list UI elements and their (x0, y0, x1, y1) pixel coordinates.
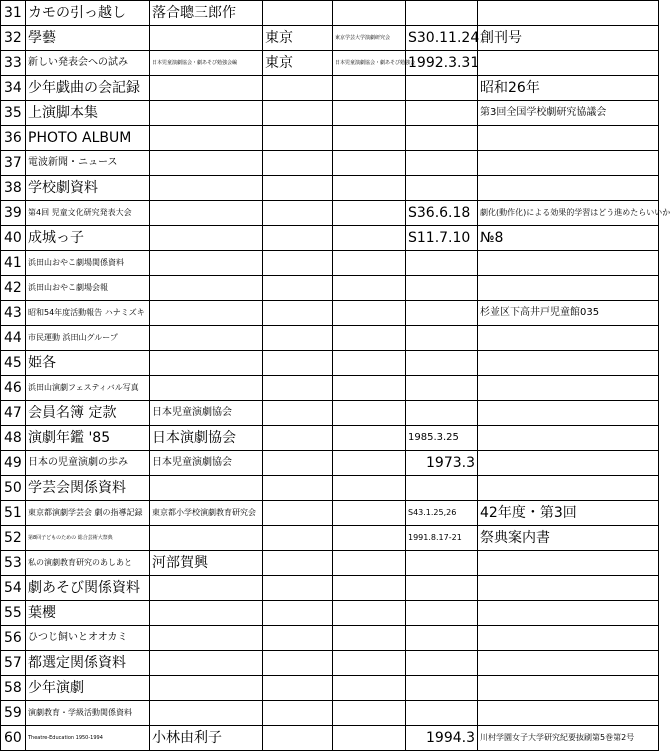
cell-note: №8 (478, 226, 659, 251)
table-row (1, 701, 659, 726)
cell-author (150, 651, 263, 676)
table-row (1, 251, 659, 276)
cell-title: 葉櫻 (26, 601, 150, 626)
cell-author (150, 101, 263, 126)
cell-author (150, 126, 263, 151)
cell-place (263, 601, 333, 626)
cell-date (406, 651, 478, 676)
cell-title: 市民運動 浜田山グループ (26, 326, 150, 351)
cell-author (150, 301, 263, 326)
table-row (1, 501, 659, 526)
table-row (1, 151, 659, 176)
cell-place (263, 726, 333, 751)
cell-org (333, 401, 406, 426)
cell-title: 新しい発表会への試み (26, 51, 150, 76)
cell-date: S11.7.10 (406, 226, 478, 251)
row-number: 57 (1, 651, 26, 676)
cell-org (333, 101, 406, 126)
cell-title: 上演脚本集 (26, 101, 150, 126)
cell-note (478, 451, 659, 476)
cell-org (333, 501, 406, 526)
table-row (1, 1, 659, 26)
cell-author (150, 376, 263, 401)
table-row (1, 551, 659, 576)
cell-title: PHOTO ALBUM (26, 126, 150, 151)
row-number: 49 (1, 451, 26, 476)
table-row (1, 526, 659, 551)
cell-title: 浜田山おやこ劇場関係資料 (26, 251, 150, 276)
row-number: 53 (1, 551, 26, 576)
cell-author: 日本演劇協会 (150, 426, 263, 451)
cell-date (406, 101, 478, 126)
cell-date (406, 351, 478, 376)
cell-place (263, 501, 333, 526)
cell-date: S43.1.25,26 (406, 501, 478, 526)
cell-date (406, 301, 478, 326)
cell-place (263, 1, 333, 26)
cell-title: 第4回 児童文化研究発表大会 (26, 201, 150, 226)
cell-title: 都選定関係資料 (26, 651, 150, 676)
cell-title: 演劇教育・学級活動関係資料 (26, 701, 150, 726)
cell-note (478, 676, 659, 701)
table-row (1, 601, 659, 626)
cell-author (150, 326, 263, 351)
cell-date (406, 601, 478, 626)
cell-date: 1991.8.17-21 (406, 526, 478, 551)
catalog-body (1, 1, 670, 751)
row-number: 46 (1, 376, 26, 401)
cell-org (333, 301, 406, 326)
cell-note (478, 176, 659, 201)
cell-date (406, 551, 478, 576)
cell-author (150, 276, 263, 301)
cell-place (263, 476, 333, 501)
cell-org (333, 551, 406, 576)
table-row (1, 626, 659, 651)
table-row (1, 26, 659, 51)
cell-org (333, 426, 406, 451)
cell-place (263, 76, 333, 101)
cell-author (150, 176, 263, 201)
cell-note (478, 651, 659, 676)
cell-date (406, 251, 478, 276)
cell-author: 日本児童演劇協会 (150, 401, 263, 426)
cell-org (333, 176, 406, 201)
row-number: 45 (1, 351, 26, 376)
row-number: 42 (1, 276, 26, 301)
cell-date: 1973.3 (406, 451, 478, 476)
cell-title: 少年演劇 (26, 676, 150, 701)
cell-author (150, 626, 263, 651)
cell-org (333, 126, 406, 151)
table-row (1, 726, 659, 751)
row-number: 59 (1, 701, 26, 726)
cell-author (150, 26, 263, 51)
table-row (1, 476, 659, 501)
row-number: 43 (1, 301, 26, 326)
row-number: 44 (1, 326, 26, 351)
cell-org (333, 376, 406, 401)
cell-date (406, 401, 478, 426)
cell-note (478, 426, 659, 451)
cell-date (406, 76, 478, 101)
row-number: 36 (1, 126, 26, 151)
cell-org (333, 76, 406, 101)
cell-note: 42年度・第3回 (478, 501, 659, 526)
cell-date (406, 151, 478, 176)
cell-author (150, 76, 263, 101)
cell-org (333, 276, 406, 301)
cell-org (333, 201, 406, 226)
cell-date (406, 276, 478, 301)
cell-title: 私の演劇教育研究のあしあと (26, 551, 150, 576)
cell-place (263, 701, 333, 726)
cell-org (333, 651, 406, 676)
cell-note (478, 401, 659, 426)
row-number: 58 (1, 676, 26, 701)
cell-note (478, 601, 659, 626)
row-number: 38 (1, 176, 26, 201)
cell-title: カモの引っ越し (26, 1, 150, 26)
cell-author (150, 251, 263, 276)
cell-note: 第3回全国学校劇研究協議会 (478, 101, 659, 126)
cell-date (406, 126, 478, 151)
cell-note: 創刊号 (478, 26, 659, 51)
cell-title: 姫各 (26, 351, 150, 376)
cell-author (150, 601, 263, 626)
cell-author: 落合聰三郎作 (150, 1, 263, 26)
cell-org (333, 576, 406, 601)
cell-place (263, 326, 333, 351)
cell-note (478, 276, 659, 301)
cell-place (263, 626, 333, 651)
row-number: 37 (1, 151, 26, 176)
cell-note (478, 551, 659, 576)
cell-note: 川村学園女子大学研究紀要抜刷第5巻第2号 (478, 726, 659, 751)
table-row (1, 276, 659, 301)
cell-date: S30.11.24 (406, 26, 478, 51)
cell-author (150, 351, 263, 376)
table-row (1, 76, 659, 101)
cell-note: 劇化(動作化)による効果的学習はどう進めたらいいか (478, 201, 659, 226)
row-number: 35 (1, 101, 26, 126)
cell-date (406, 576, 478, 601)
cell-title: 成城っ子 (26, 226, 150, 251)
cell-note (478, 326, 659, 351)
cell-org (333, 701, 406, 726)
cell-author: 東京都小学校演劇教育研究会 (150, 501, 263, 526)
cell-date: S36.6.18 (406, 201, 478, 226)
cell-org (333, 251, 406, 276)
cell-note (478, 701, 659, 726)
row-number: 47 (1, 401, 26, 426)
cell-org (333, 451, 406, 476)
cell-date: 1994.3 (406, 726, 478, 751)
cell-date (406, 626, 478, 651)
cell-note (478, 126, 659, 151)
cell-note: 昭和26年 (478, 76, 659, 101)
cell-author: 日本児童演劇協会 (150, 451, 263, 476)
row-number: 60 (1, 726, 26, 751)
cell-place (263, 526, 333, 551)
cell-date (406, 701, 478, 726)
table-row (1, 651, 659, 676)
cell-title: 演劇年鑑 '85 (26, 426, 150, 451)
cell-title: 劇あそび関係資料 (26, 576, 150, 601)
cell-org: 東京学芸大学演劇研究会 (333, 26, 406, 51)
cell-org: 日本児童演劇協会・劇あそび勉強会 (333, 51, 406, 76)
cell-date (406, 476, 478, 501)
cell-place (263, 351, 333, 376)
table-row (1, 351, 659, 376)
cell-title: 第8回子どものための 総合芸術大祭典 (26, 526, 150, 551)
row-number: 54 (1, 576, 26, 601)
cell-title: 學藝 (26, 26, 150, 51)
row-number: 34 (1, 76, 26, 101)
cell-author: 河部賀興 (150, 551, 263, 576)
cell-place (263, 276, 333, 301)
cell-place (263, 551, 333, 576)
cell-place (263, 101, 333, 126)
row-number: 52 (1, 526, 26, 551)
table-row (1, 301, 659, 326)
row-number: 41 (1, 251, 26, 276)
cell-title: 学芸会関係資料 (26, 476, 150, 501)
table-row (1, 426, 659, 451)
row-number: 56 (1, 626, 26, 651)
cell-date (406, 176, 478, 201)
cell-org (333, 1, 406, 26)
cell-place: 東京 (263, 51, 333, 76)
row-number: 32 (1, 26, 26, 51)
cell-place (263, 126, 333, 151)
table-row (1, 401, 659, 426)
cell-org (333, 726, 406, 751)
cell-org (333, 151, 406, 176)
row-number: 55 (1, 601, 26, 626)
table-row (1, 201, 659, 226)
table-row (1, 126, 659, 151)
cell-date (406, 326, 478, 351)
cell-note (478, 351, 659, 376)
cell-note (478, 251, 659, 276)
cell-title: 少年戯曲の会記録 (26, 76, 150, 101)
row-number: 39 (1, 201, 26, 226)
cell-date (406, 676, 478, 701)
cell-place (263, 676, 333, 701)
cell-org (333, 626, 406, 651)
cell-note (478, 476, 659, 501)
table-row (1, 51, 659, 76)
cell-note (478, 376, 659, 401)
cell-place (263, 401, 333, 426)
cell-org (333, 526, 406, 551)
row-number: 31 (1, 1, 26, 26)
cell-place: 東京 (263, 26, 333, 51)
cell-org (333, 676, 406, 701)
cell-place (263, 376, 333, 401)
cell-date (406, 376, 478, 401)
cell-title: ひつじ飼いとオオカミ (26, 626, 150, 651)
table-row (1, 676, 659, 701)
cell-place (263, 176, 333, 201)
cell-date (406, 1, 478, 26)
cell-author: 日本児童演劇協会・劇あそび勉強会編 (150, 51, 263, 76)
row-number: 48 (1, 426, 26, 451)
cell-note (478, 626, 659, 651)
row-number: 33 (1, 51, 26, 76)
cell-note: 祭典案内書 (478, 526, 659, 551)
cell-note (478, 151, 659, 176)
cell-place (263, 651, 333, 676)
cell-date: 1992.3.31 (406, 51, 478, 76)
cell-place (263, 251, 333, 276)
row-number: 50 (1, 476, 26, 501)
cell-title: Theatre-Education 1950-1994 (26, 726, 150, 751)
cell-org (333, 351, 406, 376)
cell-title: 浜田山おやこ劇場会報 (26, 276, 150, 301)
cell-place (263, 151, 333, 176)
table-row (1, 576, 659, 601)
cell-title: 昭和54年度活動報告 ハナミズキ (26, 301, 150, 326)
table-row (1, 226, 659, 251)
cell-place (263, 301, 333, 326)
cell-author (150, 526, 263, 551)
table-row (1, 376, 659, 401)
cell-place (263, 201, 333, 226)
cell-place (263, 426, 333, 451)
cell-note: 杉並区下高井戸児童館035 (478, 301, 659, 326)
cell-author (150, 576, 263, 601)
cell-date: 1985.3.25 (406, 426, 478, 451)
cell-org (333, 326, 406, 351)
table-row (1, 326, 659, 351)
cell-place (263, 576, 333, 601)
row-number: 40 (1, 226, 26, 251)
cell-title: 東京都演劇学芸会 劇の指導記録 (26, 501, 150, 526)
cell-author (150, 676, 263, 701)
cell-author (150, 476, 263, 501)
table-row (1, 101, 659, 126)
cell-org (333, 601, 406, 626)
cell-note (478, 1, 659, 26)
cell-author (150, 701, 263, 726)
cell-org (333, 226, 406, 251)
cell-author (150, 226, 263, 251)
table-row (1, 451, 659, 476)
cell-title: 会員名簿 定款 (26, 401, 150, 426)
cell-place (263, 226, 333, 251)
cell-place (263, 451, 333, 476)
cell-note (478, 576, 659, 601)
table-row (1, 176, 659, 201)
cell-org (333, 476, 406, 501)
cell-author: 小林由利子 (150, 726, 263, 751)
cell-title: 電波新聞・ニュース (26, 151, 150, 176)
cell-title: 日本の児童演劇の歩み (26, 451, 150, 476)
row-number: 51 (1, 501, 26, 526)
cell-author (150, 201, 263, 226)
cell-title: 学校劇資料 (26, 176, 150, 201)
cell-note (478, 51, 659, 76)
cell-author (150, 151, 263, 176)
cell-title: 浜田山演劇フェスティバル写真 (26, 376, 150, 401)
